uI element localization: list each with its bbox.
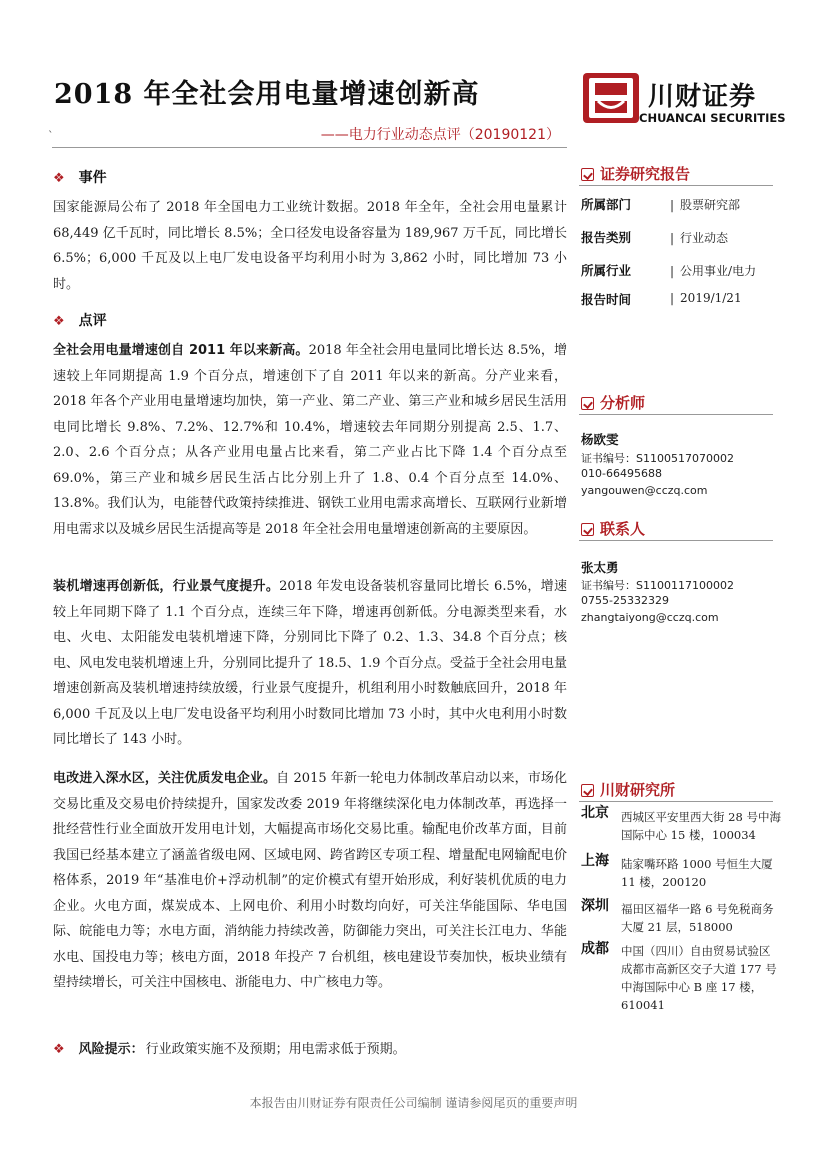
analyst-email[interactable]: yangouwen@cczq.com (581, 484, 708, 497)
meta-label-date: 报告时间 (581, 292, 632, 307)
sidebar-divider (579, 414, 773, 415)
office-address-shanghai: 陆家嘴环路 1000 号恒生大厦 11 楼，200120 (621, 857, 773, 889)
logo-name-en: CHUANCAI SECURITIES (639, 111, 786, 125)
meta-label-industry: 所属行业 (581, 263, 632, 278)
paragraph-lead: 全社会用电量增速创自 2011 年以来新高。 (53, 343, 309, 358)
office-city-shanghai: 上海 (581, 853, 609, 869)
contact-email[interactable]: zhangtaiyong@cczq.com (581, 611, 719, 624)
paragraph-lead: 电改进入深水区，关注优质发电企业。 (53, 771, 277, 786)
office-address-chengdu: 中国（四川）自由贸易试验区成都市高新区交子大道 177 号中海国际中心 B 座 17 楼，610041 (621, 944, 777, 1012)
comment-paragraph-3 (53, 766, 567, 996)
section-comment-heading: ❖ 点评 (53, 313, 107, 329)
checkbox-icon (581, 523, 594, 536)
risk-text: 行业政策实施不及预期；用电需求低于预期。 (145, 1042, 406, 1057)
office-city-chengdu: 成都 (581, 941, 609, 957)
event-paragraph: 国家能源局公布了 2018 年全国电力工业统计数据。2018 年全年，全社会用电量累计 68,449 亿千瓦时，同比增长 8.5%；全口径发电设备容量为 189,967 万千瓦，同比增长 6.5%；6,000 千瓦及以上电厂发电设备平均利用小时为 3,862 小时，同比增加 73 小时。 (53, 200, 567, 292)
diamond-bullet-icon: ❖ (53, 314, 65, 329)
analyst-heading: 分析师 (581, 392, 645, 413)
sidebar-divider (579, 185, 773, 186)
contact-heading: 联系人 (581, 518, 645, 539)
comment-paragraph-1 (53, 338, 567, 542)
contact-cert: 证书编号：S1100117100002 (581, 579, 734, 592)
meta-value-date: | 2019/1/21 (670, 291, 742, 305)
meta-value-industry: | 公用事业/电力 (670, 262, 756, 279)
paragraph-body: 2018 年发电设备装机容量同比增长 6.5%，增速较上年同期下降了 1.1 个百分点，连续三年下降，增速再创新低。分电源类型来看，水电、火电、太阳能发电装机增速下降，分别同比下降了 0.2、1.3、34.8 个百分点；核电、风电发电装机增速上升，分别同比提升了 18.5、1.9 个百分点。受益于全社会用电量增速创新高及装机增速持续放缓，行业景气度提升，机组利用小时数触底回升，2018 年 6,000 千瓦及以上电厂发电设备平均利用小时数同比增加 73 小时，其中火电利用小时数同比增长了 143 小时。 (53, 579, 567, 747)
report-title: 2018 年全社会用电量增速创新高 (54, 79, 480, 110)
contact-name: 张太勇 (581, 560, 619, 575)
checkbox-icon (581, 784, 594, 797)
analyst-phone: 010-66495688 (581, 467, 662, 480)
risk-heading: 风险提示： (78, 1042, 144, 1057)
office-city-shenzhen: 深圳 (581, 898, 609, 914)
report-info-heading: 证券研究报告 (581, 163, 690, 184)
page-footer: 本报告由川财证券有限责任公司编制 谨请参阅尾页的重要声明 (249, 1096, 578, 1110)
checkbox-icon (581, 168, 594, 181)
analyst-cert: 证书编号：S1100517070002 (581, 452, 734, 465)
risk-warning (53, 1038, 406, 1057)
header-divider (52, 147, 567, 148)
office-address-shenzhen: 福田区福华一路 6 号免税商务大厦 21 层，518000 (621, 902, 774, 934)
paragraph-body: 2018 年全社会用电量同比增长达 8.5%，增速较上年同期提高 1.9 个百分点，增速创下了自 2011 年以来的新高。分产业来看，2018 年各个产业用电量增速均加快，第一产业、第二产业、第三产业和城乡居民生活用电同比增长 9.8%、7.2%、12.7%和 10.4%，增速较去年同期分别提高 2.5、1.7、2.0、2.6 个百分点；从各产业用电量占比来看，第二产业占比下降 1.4 个百分点至 69.0%，第三产业和城乡居民生活占比分别上升了 1.8、0.4 个百分点至 14.0%、13.8%。我们认为，电能替代政策持续推进、钢铁工业用电需求高增长、互联网行业新增用电需求以及城乡居民生活提高等是 2018 年全社会用电量增速创新高的主要原因。 (53, 343, 567, 537)
meta-value-category: | 行业动态 (670, 229, 728, 246)
report-subtitle: ——电力行业动态点评（20190121） (320, 127, 560, 143)
sidebar-divider (579, 540, 773, 541)
diamond-bullet-icon: ❖ (53, 171, 65, 186)
section-event-heading: ❖ 事件 (53, 170, 107, 186)
meta-value-department: | 股票研究部 (670, 196, 740, 213)
header-tick: ` (48, 129, 54, 142)
office-city-beijing: 北京 (581, 805, 609, 821)
office-address-beijing: 西城区平安里西大街 28 号中海国际中心 15 楼，100034 (621, 810, 781, 842)
institute-heading: 川财研究所 (581, 779, 675, 800)
diamond-bullet-icon: ❖ (53, 1042, 65, 1057)
contact-phone: 0755-25332329 (581, 594, 669, 607)
chuancai-logo-icon (582, 72, 640, 124)
checkbox-icon (581, 397, 594, 410)
paragraph-body: 自 2015 年新一轮电力体制改革启动以来，市场化交易比重及交易电价持续提升，国家发改委 2019 年将继续深化电力体制改革，再选择一批经营性行业全面放开发用电计划，大幅提高市场化交易比重。输配电价改革方面，目前我国已经基本建立了涵盖省级电网、区域电网、跨省跨区专项工程、增量配电网输配电价格体系，2019 年“基准电价+浮动机制”的定价模式有望开始形成，利好装机优质的电力企业。火电方面，煤炭成本、上网电价、利用小时数均向好，可关注华能国际、华电国际、皖能电力等；水电方面，消纳能力持续改善，防御能力突出，可关注长江电力、华能水电、国投电力等；核电方面，2018 年投产 7 台机组，核电建设节奏加快，板块业绩有望持续增长，可关注中国核电、浙能电力、中广核电力等。 (53, 771, 567, 990)
analyst-name: 杨欧雯 (581, 432, 619, 447)
meta-label-department: 所属部门 (581, 197, 632, 212)
paragraph-lead: 装机增速再创新低，行业景气度提升。 (53, 579, 280, 594)
logo-name-cn: 川财证券 (648, 82, 757, 112)
meta-label-category: 报告类别 (581, 230, 632, 245)
comment-paragraph-2 (53, 574, 567, 753)
